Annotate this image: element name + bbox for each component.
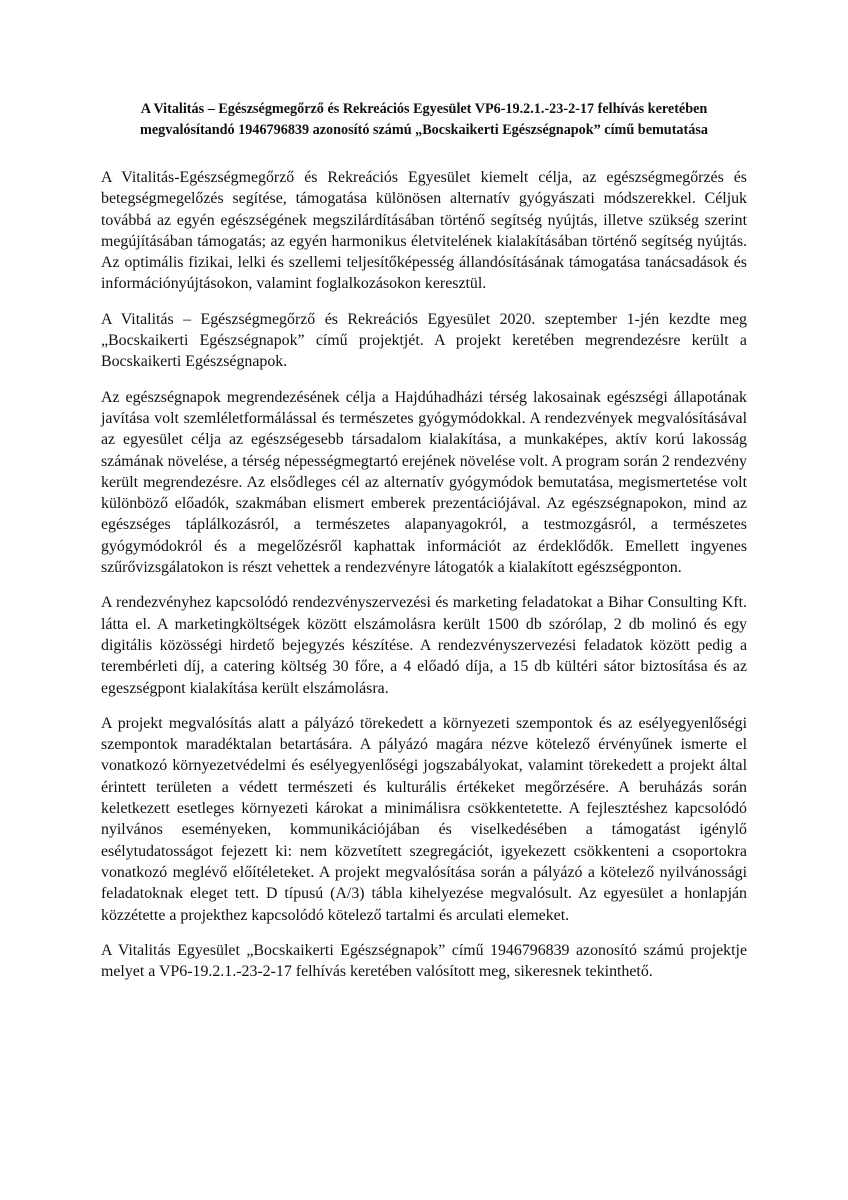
paragraph-environment-equality: A projekt megvalósítás alatt a pályázó törekedett a környezeti szempontok és az esélyegyenlőségi szempontok maradéktalan betartására. A pályázó magára nézve kötelező érvényűnek ismerte el vonatkozó környezetvédelmi és esélyegyenlőségi jogszabályokat, valamint törekedett a projekt által érintett területen a védett természeti és kulturális értékeket megőrzésére. A beruházás során keletkezett esetleges környezeti károkat a minimálisra csökkentetette. A fejlesztéshez kapcsolódó nyilvános eseményeken, kommunikációjában és viselkedésében a támogatást igénylő esélytudatosságot fejezett ki: nem közvetített szegregációt, igyekezett csökkenteni a csoportokra vonatkozó meglévő előítéleteket. A projekt megvalósítása során a pályázó a kötelező nyilvánossági feladatoknak eleget tett. D típusú (A/3) tábla kihelyezése megvalósult. Az egyesület a honlapján közzétette a projekthez kapcsolódó kötelező tartalmi és arculati elemeket.	[101, 714, 747, 924]
paragraph-goals: A Vitalitás-Egészségmegőrző és Rekreációs Egyesület kiemelt célja, az egészségmegőrzés és betegségmegelőzés segítése, támogatása különösen alternatív gyógyászati módszerekkel. Céljuk továbbá az egyén egészségének megszilárdításában történő segítség nyújtás, illetve szükség szerint megújításában támogatás; az egyén harmonikus életvitelének kialakításában történő segítség nyújtás. Az optimális fizikai, lelki és szellemi teljesítőképesség állandósításának támogatása tanácsadások és információnyújtásokon, valamint foglalkozásokon keresztül.	[101, 169, 747, 293]
paragraph-project-start: A Vitalitás – Egészségmegőrző és Rekreációs Egyesület 2020. szeptember 1-jén kezdte meg „Bocskaikerti Egészségnapok” című projektjét. A projekt keretében megrendezésre került a Bocskaikerti Egészségnapok.	[101, 310, 747, 371]
document-title: A Vitalitás – Egészségmegőrző és Rekreációs Egyesület VP6-19.2.1.-23-2-17 felhívás keretében megvalósítandó 1946796839 azonosító számú „Bocskaikerti Egészségnapok” című bemutatása	[140, 101, 708, 138]
paragraph-conclusion: A Vitalitás Egyesület „Bocskaikerti Egészségnapok” című 1946796839 azonosító számú projektje melyet a VP6-19.2.1.-23-2-17 felhívás keretében valósított meg, sikeresnek tekinthető.	[101, 941, 747, 981]
paragraph-event-goals: Az egészségnapok megrendezésének célja a Hajdúhadházi térség lakosainak egészségi állapotának javítása volt szemléletformálással és természetes gyógymódokkal. A rendezvények megvalósításával az egyesület célja az egészségesebb társadalom kialakítása, a munkaképes, aktív korú lakosság számának növelése, a térség népességmegtartó erejének növelése volt. A program során 2 rendezvény került megrendezésre. Az elsődleges cél az alternatív gyógymódok bemutatása, megismertetése volt különböző előadók, szakmában elismert emberek prezentációjával. Az egészségnapokon, mind az egészséges táplálkozásról, a természetes alapanyagokról, a testmozgásról, a természetes gyógymódokról és a megelőzésről kaphattak információt az érdeklődők. Emellett ingyenes szűrővizsgálatokon is részt vehettek a rendezvényre látogatók a kialakított egészségponton.	[101, 388, 747, 577]
document-body	[101, 167, 747, 996]
paragraph-organization-marketing: A rendezvényhez kapcsolódó rendezvényszervezési és marketing feladatokat a Bihar Consulting Kft. látta el. A marketingköltségek között elszámolásra került 1500 db szórólap, 2 db molinó és egy digitális közösségi hirdető bejegyzés készítése. A rendezvényszervezési feladatok között pedig a terembérleti díj, a catering költség 30 főre, a 4 előadó díja, a 15 db kültéri sátor biztosítása és az egeszségpont kialakítása került elszámolásra.	[101, 594, 747, 697]
